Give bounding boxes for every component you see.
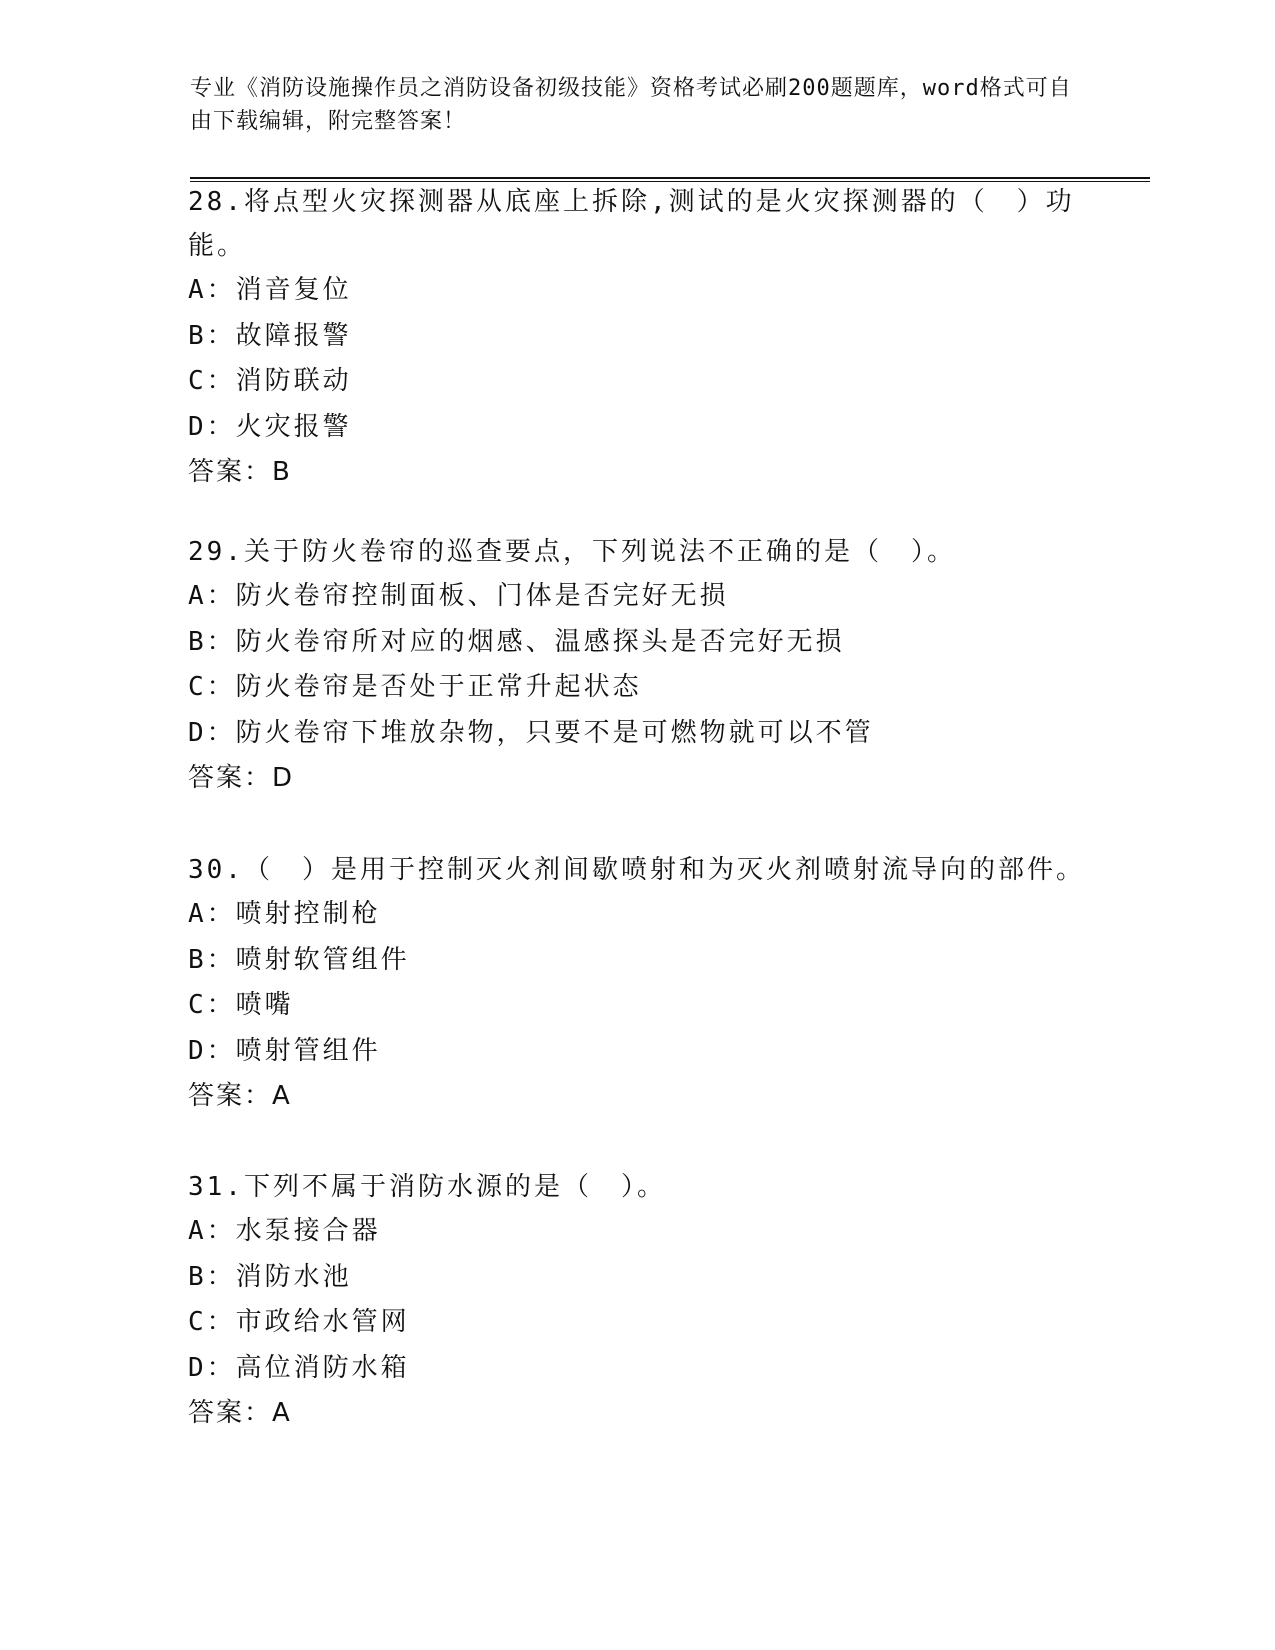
question-29 — [188, 530, 1088, 800]
option-b: B：喷射软管组件 — [188, 944, 410, 975]
answer-label: 答案： — [188, 1398, 273, 1428]
option-a: A：防火卷帘控制面板、门体是否完好无损 — [188, 581, 729, 611]
answer-line — [188, 756, 1088, 800]
answer-value: B — [272, 457, 292, 487]
question-31 — [188, 1165, 1088, 1435]
answer-label: 答案： — [188, 457, 273, 487]
option-c: C：喷嘴 — [188, 990, 294, 1020]
question-stem: 29.关于防火卷帘的巡查要点，下列说法不正确的是（ ）。 — [188, 537, 956, 567]
answer-value: A — [272, 1398, 292, 1428]
answer-value: A — [272, 1081, 292, 1111]
answer-line — [188, 1391, 1088, 1435]
question-stem: 30.（ ）是用于控制灭火剂间歇喷射和为灭火剂喷射流导向的部件。 — [188, 855, 1085, 885]
answer-value: D — [272, 763, 295, 793]
option-d: D：喷射管组件 — [188, 1035, 381, 1066]
option-b: B：故障报警 — [188, 320, 352, 351]
option-d: D：火灾报警 — [188, 411, 352, 442]
document-header: 专业《消防设施操作员之消防设备初级技能》资格考试必刷200题题库，word格式可自由下载编辑，附完整答案！ — [190, 76, 1072, 134]
divider-thick-line — [190, 177, 1150, 179]
option-c: C：消防联动 — [188, 366, 352, 396]
option-a: A：消音复位 — [188, 275, 352, 305]
answer-label: 答案： — [188, 1081, 273, 1111]
option-a: A：喷射控制枪 — [188, 899, 381, 929]
option-b: B：防火卷帘所对应的烟感、温感探头是否完好无损 — [188, 626, 845, 657]
option-c: C：市政给水管网 — [188, 1307, 410, 1337]
option-d: D：高位消防水箱 — [188, 1352, 410, 1383]
question-stem: 31.下列不属于消防水源的是（ ）。 — [188, 1172, 666, 1202]
option-c: C：防火卷帘是否处于正常升起状态 — [188, 672, 642, 702]
option-a: A：水泵接合器 — [188, 1216, 381, 1246]
answer-label: 答案： — [188, 763, 273, 793]
option-b: B：消防水池 — [188, 1261, 352, 1292]
option-d: D：防火卷帘下堆放杂物，只要不是可燃物就可以不管 — [188, 717, 874, 748]
question-28 — [188, 180, 1088, 494]
answer-line — [188, 1074, 1088, 1118]
question-30 — [188, 848, 1088, 1118]
question-stem: 28.将点型火灾探测器从底座上拆除,测试的是火灾探测器的（ ）功能。 — [188, 187, 1075, 261]
answer-line — [188, 450, 1088, 494]
